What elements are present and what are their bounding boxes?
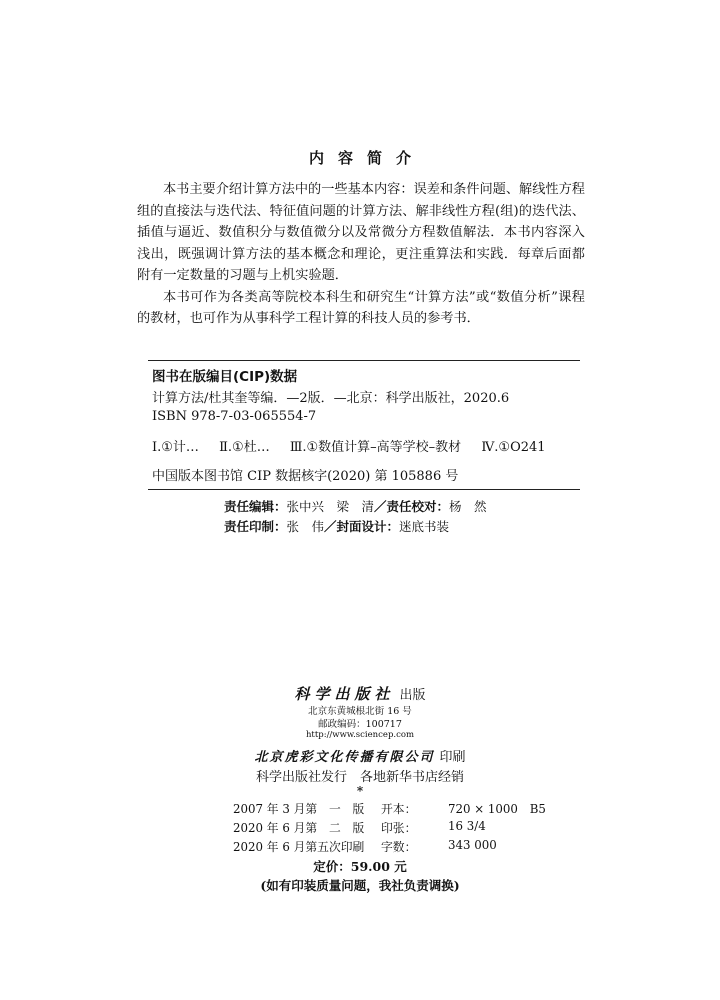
credits-line-1 [224,497,487,515]
print-supervisor-label: 责任印制： [224,519,287,534]
print-supervisor-value: 张 伟 [286,519,325,534]
cip-heading: 图书在版编目(CIP)数据 [152,369,298,385]
intro-paragraph-1: 本书主要介绍计算方法中的一些基本内容：误差和条件问题、解线性方程组的直接法与迭代法、特征值问题的计算方法、解非线性方程(组)的迭代法、插值与逼近、数值积分与数值微分以及常微分方程数值解法．本书内容深入浅出，既强调计算方法的基本概念和理论，更注重算法和实践．每章后面都附有一定数量的习题与上机实验题． [137,182,585,283]
cip-core-number: 中国版本图书馆 CIP 数据核字(2020) 第 105886 号 [152,469,459,484]
cip-bottom-rule [148,489,580,490]
print-row-1 [233,800,546,817]
cip-class-2: Ⅱ.①杜… [219,440,270,455]
introduction [137,179,585,330]
page-title: 内容简介 [308,149,425,167]
format-value: 720 × 1000 B5 [448,802,546,816]
cip-top-rule [148,360,580,361]
printer-suffix: 印刷 [439,750,466,765]
publisher-logo: 科学出版社 [294,685,395,703]
credits-line-2 [224,517,449,535]
quality-notice: (如有印装质量问题，我社负责调换) [260,878,460,893]
price: 定价：59.00 元 [313,859,407,874]
edition-date: 2020 年 6 月第五次印刷 [233,840,365,854]
separator-star: * [356,784,364,798]
wordcount-value: 343 000 [448,838,497,852]
proofreader-value: 杨 然 [449,499,487,514]
sheets-value: 16 3/4 [448,819,486,833]
printer-line [0,746,720,765]
cip-class-4: Ⅳ.①O241 [481,440,546,455]
cip-isbn: ISBN 978-7-03-065554-7 [152,409,317,424]
printer-name: 北京虎彩文化传播有限公司 [254,750,435,765]
intro-paragraph-2: 本书可作为各类高等院校本科生和研究生“计算方法”或“数值分析”课程的教材，也可作为从事科学工程计算的科技人员的参考书． [137,289,585,326]
sheets-label: 印张： [381,821,417,835]
cip-class-1: Ⅰ.①计… [152,440,199,455]
cover-design-value: 迷底书装 [399,519,450,534]
publisher-url: http://www.sciencep.com [305,730,415,740]
wordcount-label: 字数： [381,840,417,854]
editor-value: 张中兴 梁 清 [286,499,375,514]
publisher-address: 北京东黄城根北街 16 号 [308,706,412,717]
distribution-line: 科学出版社发行 各地新华书店经销 [255,770,464,785]
publisher-suffix: 出版 [399,688,426,703]
proofreader-label: ／责任校对： [374,499,450,514]
cip-classification [152,436,562,455]
cover-design-label: ／封面设计： [324,519,400,534]
cip-class-3: Ⅲ.①数值计算–高等学校–教材 [289,440,462,455]
publisher-postcode: 邮政编码：100717 [318,719,402,730]
cip-record: 计算方法/杜其奎等编．—2版．—北京：科学出版社，2020.6 [152,391,510,406]
editor-label: 责任编辑： [224,499,287,514]
edition-date: 2020 年 6 月第 二 版 [233,821,365,835]
print-row-2 [233,819,486,836]
publisher-line [0,683,720,704]
edition-date: 2007 年 3 月第 一 版 [233,802,365,816]
format-label: 开本： [381,802,417,816]
print-row-3 [233,838,497,855]
